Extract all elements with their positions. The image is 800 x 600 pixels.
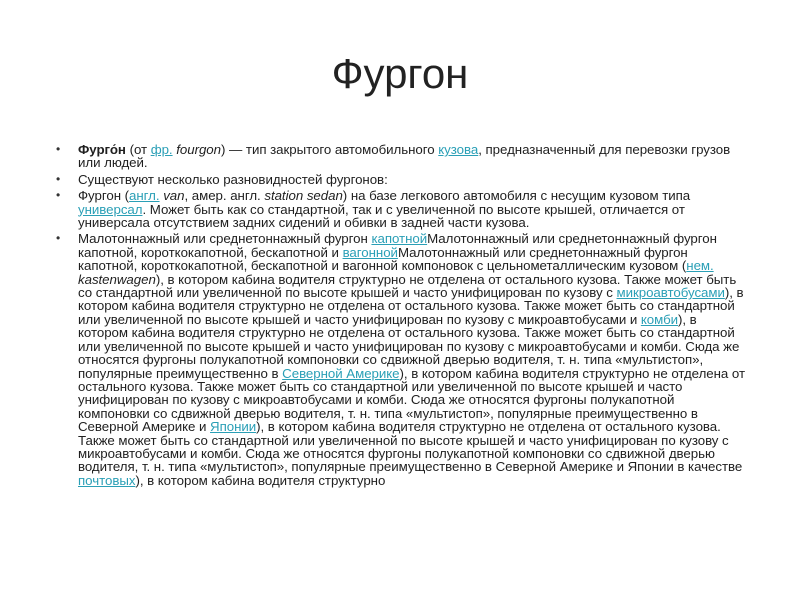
text-run: , предназначенный для перевозки грузов или людей. [78, 142, 731, 171]
slide-title: Фургон [331, 50, 469, 97]
inline-link[interactable]: нем. [686, 258, 714, 274]
inline-link[interactable]: микроавтобусами [616, 285, 725, 301]
text-run: (от [125, 142, 151, 157]
bullet-item [56, 232, 746, 487]
inline-link[interactable]: комби [640, 311, 679, 327]
text-run: Фургон ( [78, 188, 130, 204]
foreign-term: fourgon [176, 142, 221, 157]
text-run: ) на базе легкового автомобиля с несущим кузовом типа [342, 188, 691, 204]
inline-link[interactable]: капотной [371, 231, 428, 247]
text-run: ), в котором кабина водителя структурно не отделена от остального кузова. Также может быть со стандартной или увеличенной по высоте крышей и часто унифицирован по кузову с микроавтобусами и комби. Сюда же относятся фургоны полукапотной компоновки со сдвижной дверью водителя, т. н. типа «мультистоп», популярные преимущественно в [78, 311, 740, 381]
text-run: ), в котором кабина водителя структурно не отделена от остального кузова. Также может быть со стандартной или увеличенной по высоте крышей и часто унифицирован по кузову с [78, 271, 737, 301]
inline-link[interactable]: Северной Америке [282, 365, 400, 381]
text-run: ) — тип закрытого автомобильного [220, 142, 439, 157]
bullet-dot-icon: • [56, 231, 61, 246]
inline-link[interactable]: фр. [150, 142, 173, 157]
inline-link[interactable]: кузова [438, 142, 479, 157]
text-run: . Может быть как со стандартной, так и с увеличенной по высоте крышей, отличается от универсала отсутствием задних сидений и обивки в задней части кузова. [78, 201, 685, 231]
text-run: Малотоннажный или среднетоннажный фургон капотной, короткокапотной, бескапотной и [78, 231, 717, 260]
foreign-term: kastenwagen [78, 271, 156, 287]
bullet-dot-icon: • [56, 142, 61, 156]
foreign-term: van [163, 188, 185, 204]
text-run: ), в котором кабина водителя структурно не отделена от остального кузова. Также может быть со стандартной или увеличенной по высоте крышей и часто унифицирован по кузову с микроавтобусами и комби. Сюда же относятся фургоны полукапотной компоновки со сдвижной дверью водителя, т. н. типа «мультистоп», популярные преимущественно в Северной Америке и Японии в качестве [78, 419, 743, 475]
bullet-dot-icon: • [56, 171, 61, 186]
inline-link[interactable]: англ. [129, 188, 160, 204]
bullet-item [56, 173, 746, 186]
bullet-list [56, 143, 746, 490]
text-run: ), в котором кабина водителя структурно не отделена от остального кузова. Также может быть со стандартной или увеличенной по высоте крышей и часто унифицирован по кузову с микроавтобусами и [78, 285, 744, 327]
inline-link[interactable]: почтовых [78, 472, 136, 488]
text-run: Малотоннажный или среднетоннажный фургон капотной, короткокапотной, бескапотной и вагонной компоновок с цельнометаллическим кузовом ( [78, 244, 688, 274]
bullet-dot-icon: • [56, 188, 61, 203]
text-run: Малотоннажный или среднетоннажный фургон [78, 231, 372, 247]
bullet-item [56, 189, 746, 229]
inline-link[interactable]: Японии [210, 419, 257, 435]
text-run: ), в котором кабина водителя структурно не отделена от остального кузова. Также может быть со стандартной или увеличенной по высоте крышей и часто унифицирован по кузову с микроавтобусами и комби. Сюда же относятся фургоны полукапотной компоновки со сдвижной дверью водителя, т. н. типа «мультистоп», популярные преимущественно в Северной Америке и [78, 365, 746, 435]
text-run: Существуют несколько разновидностей фургонов: [78, 171, 388, 187]
bullet-item [56, 143, 746, 170]
term-bold: Фурго́н [78, 142, 126, 157]
foreign-term: station sedan [264, 188, 343, 204]
inline-link[interactable]: универсал [78, 201, 143, 217]
text-run: , амер. англ. [184, 188, 265, 204]
inline-link[interactable]: вагонной [342, 244, 398, 260]
text-run: ), в котором кабина водителя структурно [135, 472, 386, 488]
